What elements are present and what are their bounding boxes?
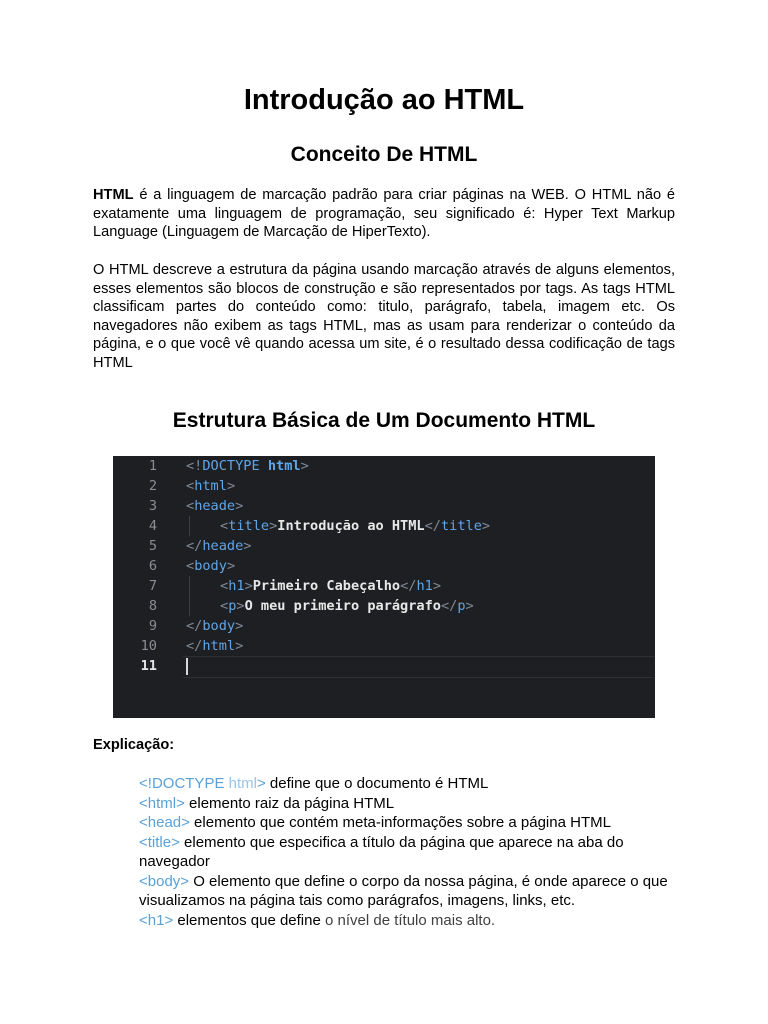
line-number: 9	[148, 618, 157, 634]
code-tag: body	[202, 618, 236, 634]
line-number: 2	[148, 478, 157, 494]
line-number: 3	[148, 498, 157, 514]
code-keyword: DOCTYPE	[202, 458, 260, 474]
code-text: Primeiro Cabeçalho	[252, 578, 401, 594]
line-number: 7	[148, 578, 157, 594]
code-editor-screenshot	[113, 456, 655, 718]
list-item-text: o nível de título mais alto.	[325, 911, 496, 929]
code-punct: >	[465, 598, 474, 614]
code-punct: >	[226, 478, 236, 494]
list-item	[139, 813, 669, 833]
explanation-list	[139, 774, 669, 930]
list-item-text: define que o documento é HTML	[265, 775, 489, 792]
list-item	[139, 872, 669, 911]
code-line-html-open	[186, 476, 235, 496]
tag-punct: >	[256, 775, 266, 792]
list-item-text: elemento que especifica a título da página que aparece na aba do navegador	[139, 833, 624, 870]
code-line-html-close	[186, 636, 243, 656]
code-text: O meu primeiro parágrafo	[244, 598, 441, 614]
list-item-text: elemento que contém meta-informações sobre a página HTML	[189, 814, 611, 831]
code-tag: h1	[416, 578, 433, 594]
tag-keyword: html	[228, 775, 257, 792]
code-punct: </	[400, 578, 417, 594]
code-line-heade-open	[186, 496, 243, 516]
code-punct: >	[236, 598, 245, 614]
concept-paragraph-1	[93, 186, 675, 242]
structure-heading: Estrutura Básica de Um Documento HTML	[172, 409, 596, 432]
indent-guide	[189, 516, 190, 536]
list-item	[139, 833, 669, 872]
tag-name: <title>	[139, 833, 180, 851]
code-text: Introdução ao HTML	[277, 518, 425, 534]
code-line-body-open	[186, 556, 235, 576]
code-punct: >	[244, 578, 253, 594]
code-tag: p	[457, 598, 466, 614]
code-tag: heade	[194, 498, 236, 514]
tag-name: <h1>	[139, 911, 174, 929]
tag-name: <head>	[139, 814, 190, 831]
code-punct: >	[432, 578, 442, 594]
code-line-title	[220, 516, 490, 536]
code-tag: h1	[228, 578, 245, 594]
code-tag: html	[194, 478, 227, 494]
page-title: Introdução ao HTML	[243, 84, 525, 116]
code-space	[260, 458, 268, 474]
html-bold-term: HTML	[93, 187, 134, 203]
code-punct: >	[235, 638, 244, 654]
code-punct: </	[186, 618, 203, 634]
list-item	[139, 794, 669, 814]
code-punct: >	[235, 618, 244, 634]
code-punct: <	[220, 578, 229, 594]
concept-heading: Conceito De HTML	[290, 143, 478, 166]
line-number: 10	[140, 638, 157, 654]
code-punct: <	[186, 478, 195, 494]
code-punct: </	[186, 638, 203, 654]
code-punct: <!	[186, 458, 203, 474]
code-punct: >	[235, 498, 244, 514]
list-item-text: O elemento que define o corpo da nossa página, é onde aparece o que visualizamos na página tais como parágrafos, imagens, links, etc.	[139, 872, 668, 909]
code-punct: >	[300, 458, 309, 474]
code-punct: <	[220, 598, 229, 614]
code-punct: </	[440, 598, 458, 614]
list-item	[139, 774, 669, 794]
line-number: 4	[148, 518, 157, 534]
indent-guide	[189, 576, 190, 616]
code-punct: </	[186, 538, 203, 554]
code-tag: heade	[202, 538, 244, 554]
code-punct: >	[243, 538, 252, 554]
list-item	[139, 911, 669, 931]
code-line-heade-close	[186, 536, 251, 556]
line-number: 6	[148, 558, 157, 574]
concept-paragraph-2: O HTML descreve a estrutura da página usando marcação através de alguns elementos, esses elementos são blocos de construção e são representados por tags. As tags HTML classificam partes do conteúdo como: titulo, parágrafo, tabela, imagem etc. Os navegadores não exibem as tags HTML, mas as usam para renderizar o conteúdo da página, e o que você vê quando acessa um site, é o resultado dessa codificação de tags HTML	[93, 262, 675, 371]
tag-punct: <!	[139, 775, 152, 792]
code-line-h1	[220, 576, 441, 596]
tag-name: <body>	[139, 872, 190, 890]
code-punct: </	[424, 518, 441, 534]
text-cursor	[186, 658, 188, 675]
concept-paragraph-1-text: é a linguagem de marcação padrão para criar páginas na WEB. O HTML não é exatamente uma linguagem de programação, seu significado é: Hyper Text Markup Language (Linguagem de Marcação de HiperTexto).	[93, 187, 675, 241]
code-punct: <	[186, 558, 195, 574]
code-tag: p	[228, 598, 237, 614]
code-tag: html	[202, 638, 236, 654]
code-tag: title	[441, 518, 482, 534]
code-line-doctype	[186, 456, 309, 476]
code-keyword: html	[267, 458, 301, 474]
code-line-body-close	[186, 616, 243, 636]
list-item-text: elementos que define	[173, 911, 325, 929]
list-item-text: elemento raiz da página HTML	[184, 794, 395, 812]
line-number: 8	[148, 598, 157, 614]
code-punct: >	[269, 518, 278, 534]
current-line-highlight	[183, 656, 655, 678]
tag-keyword: DOCTYPE	[151, 775, 225, 792]
code-tag: title	[228, 518, 270, 534]
code-punct: <	[220, 518, 229, 534]
explanation-heading: Explicação:	[93, 737, 175, 753]
line-number-active: 11	[140, 658, 157, 674]
tag-name: <html>	[139, 794, 185, 812]
line-number: 5	[148, 538, 157, 554]
code-punct: <	[186, 498, 195, 514]
code-punct: >	[226, 558, 236, 574]
code-tag: body	[194, 558, 227, 574]
line-number: 1	[148, 458, 157, 474]
code-punct: >	[481, 518, 491, 534]
code-line-p	[220, 596, 474, 616]
